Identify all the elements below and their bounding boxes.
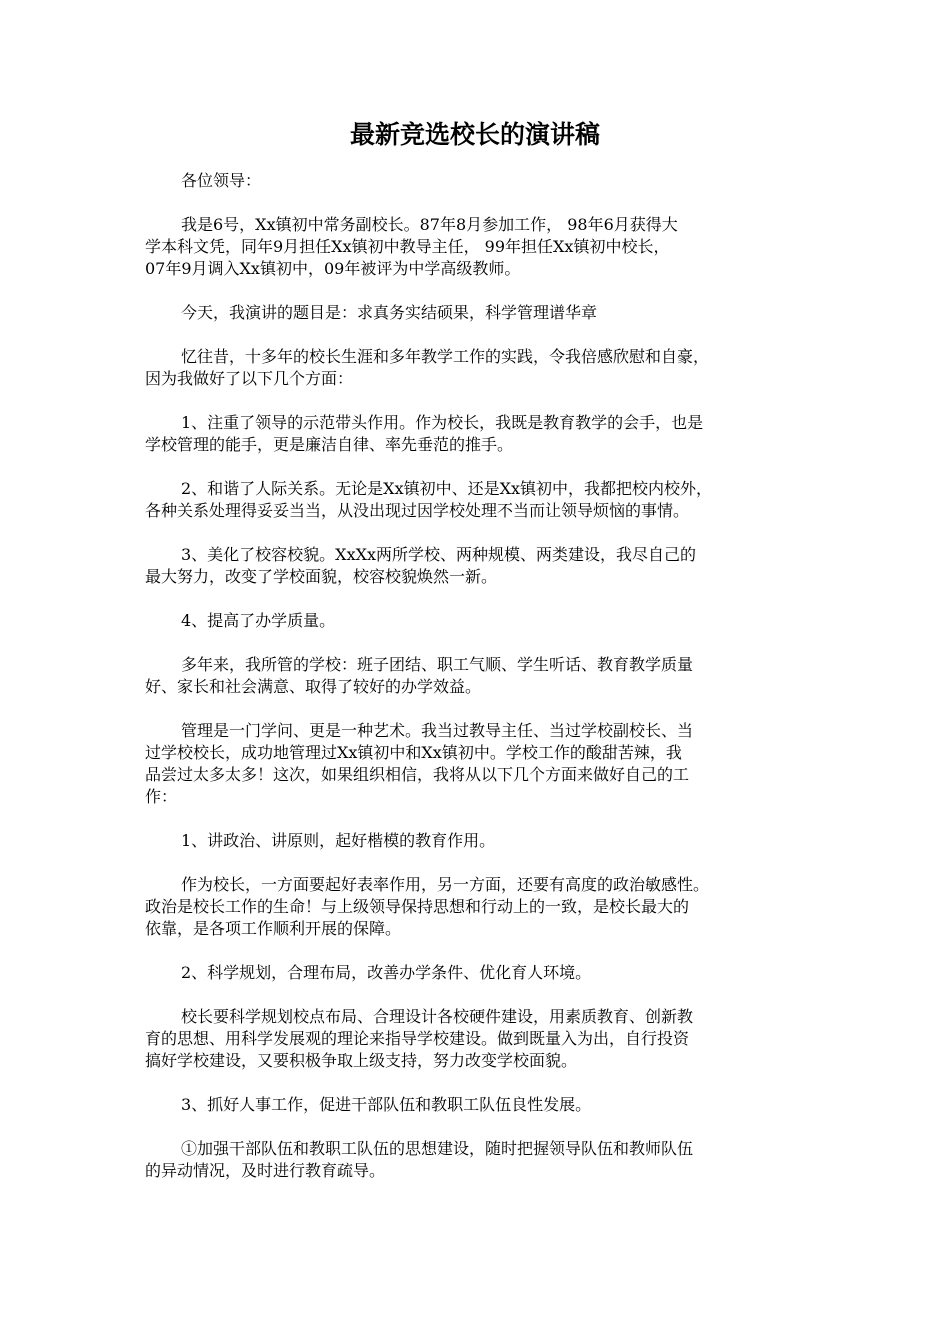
plan-3-detail-paragraph: ①加强干部队伍和教职工队伍的思想建设，随时把握领导队伍和教师队伍 的异动情况，及时进行教育疏导。 (145, 1139, 694, 1180)
plan-1-paragraph: 1、讲政治、讲原则，起好楷模的教育作用。 (181, 831, 496, 850)
document-body (145, 170, 810, 1204)
results-paragraph: 多年来，我所管的学校：班子团结、职工气顺、学生听话、教育教学质量 好、家长和社会满意、取得了较好的办学效益。 (145, 655, 694, 696)
plan-2-detail-paragraph: 校长要科学规划校点布局、合理设计各校硬件建设，用素质教育、创新教 育的思想、用科学发展观的理论来指导学校建设。做到既量入为出，自行投资 搞好学校建设，又要积极争取上级支持，努力改变学校面貌。 (145, 1007, 694, 1070)
point-2-paragraph: 2、和谐了人际关系。无论是Xx镇初中、还是Xx镇初中，我都把校内校外， 各种关系处理得妥妥当当，从没出现过因学校处理不当而让领导烦恼的事情。 (145, 479, 713, 520)
topic-paragraph: 今天，我演讲的题目是：求真务实结硕果，科学管理谱华章 (181, 303, 598, 322)
plan-3-paragraph: 3、抓好人事工作，促进干部队伍和教职工队伍良性发展。 (181, 1095, 592, 1114)
point-1-paragraph: 1、注重了领导的示范带头作用。作为校长，我既是教育教学的会手，也是 学校管理的能手，更是廉洁自律、率先垂范的推手。 (145, 413, 704, 454)
plan-1-detail-paragraph: 作为校长，一方面要起好表率作用，另一方面，还要有高度的政治敏感性。 政治是校长工作的生命！与上级领导保持思想和行动上的一致，是校长最大的 依靠，是各项工作顺利开展的保障。 (145, 875, 710, 938)
review-paragraph: 忆往昔，十多年的校长生涯和多年教学工作的实践，令我倍感欣慰和自豪， 因为我做好了以下几个方面： (145, 347, 710, 388)
plan-2-paragraph: 2、科学规划，合理布局，改善办学条件、优化育人环境。 (181, 963, 592, 982)
document-title: 最新竞选校长的演讲稿 (349, 120, 600, 149)
point-3-paragraph: 3、美化了校容校貌。XxXx两所学校、两种规模、两类建设，我尽自己的 最大努力，改变了学校面貌，校容校貌焕然一新。 (145, 545, 697, 586)
salutation-paragraph: 各位领导： (181, 171, 262, 190)
point-4-paragraph: 4、提高了办学质量。 (181, 611, 336, 630)
management-paragraph: 管理是一门学问、更是一种艺术。我当过教导主任、当过学校副校长、当 过学校校长，成功地管理过Xx镇初中和Xx镇初中。学校工作的酸甜苦辣，我 品尝过太多太多！这次，如果组织相信，我将从以下几个方面来做好自己的工 作： (145, 721, 694, 806)
intro-paragraph: 我是6号，Xx镇初中常务副校长。87年8月参加工作， 98年6月获得大 学本科文凭，同年9月担任Xx镇初中教导主任， 99年担任Xx镇初中校长， 07年9月调入Xx镇初中，09年被评为中学高级教师。 (145, 215, 678, 278)
